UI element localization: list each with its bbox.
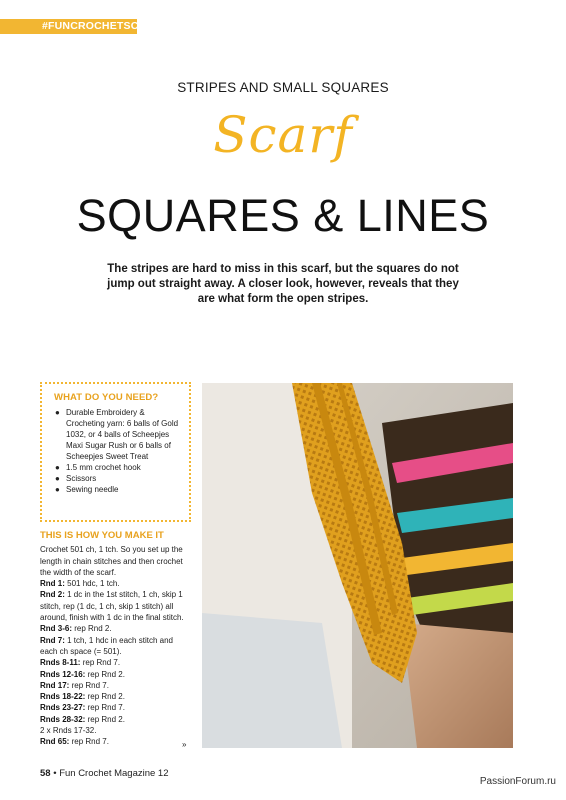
- subheading: STRIPES AND SMALL SQUARES: [177, 80, 389, 95]
- continue-arrow-icon: »: [182, 740, 187, 749]
- bullet-icon: ●: [55, 474, 60, 483]
- instruction-row: Rnd 3-6: rep Rnd 2.: [40, 624, 112, 634]
- instruction-row: Rnds 18-22: rep Rnd 2.: [40, 692, 125, 702]
- instruction-row: Rnd 7: 1 tch, 1 hdc in each stitch and each ch space (= 501).: [40, 635, 173, 656]
- instructions-section: [40, 530, 192, 748]
- instruction-row: Rnds 8-11: rep Rnd 7.: [40, 658, 121, 668]
- bullet-icon: ●: [55, 485, 60, 494]
- page-footer: [40, 768, 169, 779]
- materials-heading: WHAT DO YOU NEED?: [54, 392, 159, 403]
- watermark: PassionForum.ru: [479, 776, 556, 787]
- magazine-name: Fun Crochet Magazine 12: [59, 768, 169, 779]
- instructions-intro: Crochet 501 ch, 1 tch. So you set up the length in chain stitches and then crochet the width of the scarf.: [40, 545, 183, 577]
- instructions-heading: THIS IS HOW YOU MAKE IT: [40, 530, 164, 541]
- page-number: 58: [40, 768, 51, 779]
- list-item: ● Durable Embroidery & Crocheting yarn: 6 balls of Gold 1032, or 4 balls of Scheepjes Maxi Sugar Rush or 6 balls of Scheepjes Sweet Treat: [55, 408, 179, 461]
- instruction-row: 2 x Rnds 17-32.: [40, 726, 97, 736]
- script-title: Scarf: [213, 106, 353, 164]
- bullet-icon: ●: [55, 408, 60, 417]
- instruction-row: Rnds 12-16: rep Rnd 2.: [40, 669, 125, 679]
- footer-separator: •: [53, 768, 57, 779]
- list-item: ● 1.5 mm crochet hook: [55, 463, 141, 472]
- instruction-row: Rnd 17: rep Rnd 7.: [40, 680, 109, 690]
- hashtag-banner: #FUNCROCHETSCARF: [0, 19, 137, 34]
- instruction-row: Rnds 28-32: rep Rnd 2.: [40, 714, 125, 724]
- page-title: SQUARES & LINES: [76, 190, 490, 241]
- materials-list: [54, 407, 183, 495]
- scarf-photo: [202, 383, 513, 748]
- instruction-row: Rnd 65: rep Rnd 7.: [40, 737, 109, 747]
- list-item: ● Scissors: [55, 474, 97, 483]
- intro-paragraph: The stripes are hard to miss in this scarf, but the squares do not jump out straight away. A closer look, however, reveals that they are what form the open stripes.: [107, 263, 459, 305]
- list-item: ● Sewing needle: [55, 485, 119, 494]
- bullet-icon: ●: [55, 463, 60, 472]
- instruction-row: Rnd 1: 501 hdc, 1 tch.: [40, 579, 120, 589]
- materials-box: [40, 382, 191, 522]
- instruction-row: Rnds 23-27: rep Rnd 7.: [40, 703, 125, 713]
- instruction-row: Rnd 2: 1 dc in the 1st stitch, 1 ch, skip 1 stitch, rep (1 dc, 1 ch, skip 1 stitch) all around, finish with 1 dc in the final stitch.: [40, 590, 184, 623]
